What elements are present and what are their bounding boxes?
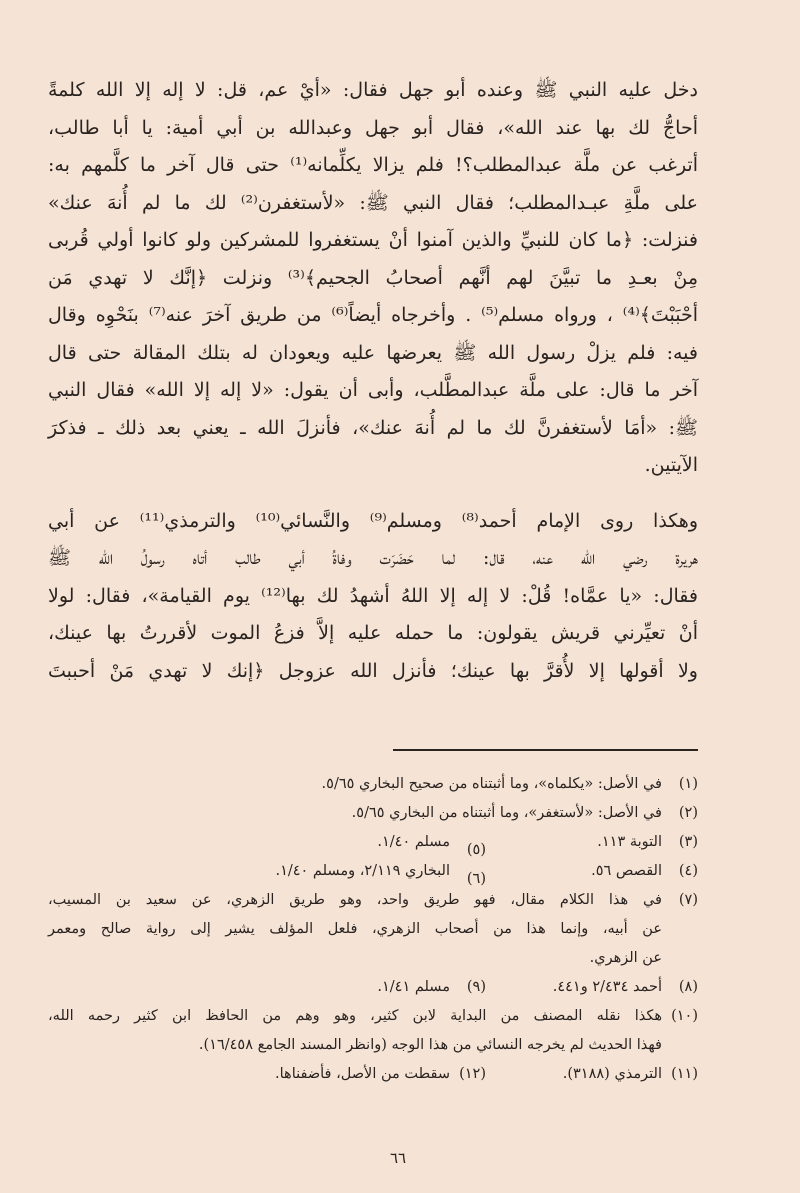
text-line: على ملَّةِ عبـدالمطلب؛ فقال النبي ﷺ: «لأستغفرن⁽²⁾ لك ما لم أُنهَ عنك» [48, 191, 698, 214]
text-line: فنزلت: ﴿ما كان للنبيِّ والذين آمنوا أنْ يستغفروا للمشركين ولو كانوا أولي قُربى [48, 229, 698, 251]
paragraph-1 [48, 72, 698, 485]
footnote-number: (١٠) [671, 1008, 698, 1024]
footnote-line: عن الزهري. [589, 950, 662, 966]
main-text [48, 72, 698, 690]
footnote-number: (٩) [466, 979, 486, 995]
footnote-number: (١١) [671, 1066, 698, 1082]
footnote-5 [377, 828, 486, 857]
text-line: ولا أقولها إلا لأُقرَّ بها عينك؛ فأنزل الله عزوجل ﴿إنك لا تهدي مَنْ أحببتَ [48, 659, 698, 682]
footnote-4 [486, 857, 698, 886]
footnote-number: (٢) [678, 805, 698, 821]
footnote-number: (١٢) [459, 1066, 486, 1082]
footnote-7 [48, 886, 698, 973]
footnote-text: القصص ٥٦. [591, 863, 662, 879]
footnote-row-3-5 [48, 828, 698, 857]
footnote-2 [48, 799, 698, 828]
footnote-text: الترمذي (٣١٨٨). [562, 1066, 662, 1082]
footnote-text: البخاري ٢/١١٩، ومسلم ١/٤٠. [275, 863, 450, 879]
footnote-line: هكذا نقله المصنف من البداية لابن كثير، وهو وهم من الحافظ ابن كثير رحمه الله، [48, 1008, 662, 1024]
footnote-row-8-9 [48, 973, 698, 1002]
footnote-text: مسلم ١/٤١. [377, 979, 450, 995]
footnote-9 [377, 973, 486, 1002]
text-line: أنْ تعيِّرني قريش يقولون: ما حمله عليه إلاَّ فزعُ الموت لأقررتُ بها عينك، [48, 622, 698, 644]
footnote-text: في الأصل: «لأستغفر»، وما أثبتناه من البخاري ٥/٦٥. [351, 805, 662, 821]
text-line: هريرة رضي الله عنه، قال: لما حَضَرَت وفاةُ أبي طالب أتاه رسولُ الله ﷺ [48, 547, 698, 569]
footnote-number: (٣) [678, 834, 698, 850]
footnote-text [48, 1002, 662, 1060]
text-line: أحاجُّ لك بها عند الله»، فقال أبو جهل وعبدالله بن أبي أمية: يا أبا طالب، [48, 116, 698, 139]
footnotes [48, 770, 698, 1089]
text-line: الآيتين. [644, 454, 698, 476]
footnote-number: (٥) [466, 842, 486, 858]
footnote-3 [486, 828, 698, 857]
text-line: وهكذا روى الإمام أحمد⁽⁸⁾ ومسلم⁽⁹⁾ والنَّسائي⁽¹⁰⁾ والترمذي⁽¹¹⁾ عن أبي [48, 509, 698, 532]
paragraph-gap [48, 485, 698, 503]
footnote-10 [48, 1002, 698, 1060]
footnote-number: (٤) [678, 863, 698, 879]
footnote-8 [486, 973, 698, 1002]
paragraph-2 [48, 503, 698, 691]
footnote-line: فهذا الحديث لم يخرجه النسائي من هذا الوجه (وانظر المسند الجامع ١٦/٤٥٨). [198, 1037, 662, 1053]
footnote-number: (١) [678, 776, 698, 792]
text-line: آخر ما قال: على ملَّة عبدالمطَّلب، وأبى أن يقول: «لا إله إلا الله» فقال النبي [48, 379, 698, 401]
text-line: أترغب عن ملَّة عبدالمطلب؟! فلم يزالا يكلِّمانه⁽¹⁾ حتى قال آخر ما كلَّمهم به: [48, 154, 699, 176]
footnote-row-4-6 [48, 857, 698, 886]
footnote-text: مسلم ١/٤٠. [377, 834, 450, 850]
page-number: ٦٦ [389, 1149, 407, 1167]
footnote-text: في الأصل: «يكلماه»، وما أثبتناه من صحيح البخاري ٥/٦٥. [321, 776, 662, 792]
text-line: أحْبَبْتَ﴾⁽⁴⁾ ، ورواه مسلم⁽⁵⁾ . وأخرجاه أيضاً⁽⁶⁾ من طريق آخرَ عنه⁽⁷⁾ بنَحْوِه وقال [48, 304, 699, 326]
footnote-11 [486, 1060, 698, 1089]
footnote-text [48, 886, 662, 973]
text-line: مِنْ بعـدِ ما تبيَّنَ لهم أنَّهم أصحابُ الجحيم﴾⁽³⁾ ونزلت ﴿إنَّك لا تهدي مَن [48, 266, 698, 289]
book-page [48, 0, 698, 1193]
footnote-text: التوبة ١١٣. [597, 834, 662, 850]
footnote-number: (٧) [678, 892, 698, 908]
footnote-text: سقطت من الأصل، فأضفناها. [275, 1066, 450, 1082]
footnote-number: (٨) [678, 979, 698, 995]
footnote-12 [275, 1060, 486, 1089]
footnote-line: عن أبيه، وإنما هذا من أصحاب الزهري، فلعل المؤلف يشير إلى رواية صالح ومعمر [48, 921, 662, 937]
footnote-row-11-12 [48, 1060, 698, 1089]
footnote-1 [48, 770, 698, 799]
footnote-separator [393, 749, 698, 751]
text-line: فقال: «يا عمَّاه! قُلْ: لا إله إلا اللهُ أشهدُ لك بها⁽¹²⁾ يوم القيامة»، فقال: لولا [48, 584, 698, 607]
text-line: دخل عليه النبي ﷺ وعنده أبو جهل فقال: «أيْ عم، قل: لا إله إلا الله كلمةً [48, 79, 698, 101]
text-line: فيه: فلم يزلْ رسول الله ﷺ يعرضها عليه ويعودان له بتلك المقالة حتى قال [48, 341, 698, 364]
footnote-text: أحمد ٢/٤٣٤ و٤٤١. [552, 979, 662, 995]
text-line: ﷺ: «أمَا لأستغفرنَّ لك ما لم أُنهَ عنك»، فأنزلَ الله ـ يعني بعد ذلك ـ فذكرَ [48, 416, 698, 439]
footnote-line: في هذا الكلام مقال، فهو طريق واحد، وهو طريق الزهري، عن سعيد بن المسيب، [48, 892, 662, 908]
footnote-number: (٦) [466, 871, 486, 887]
